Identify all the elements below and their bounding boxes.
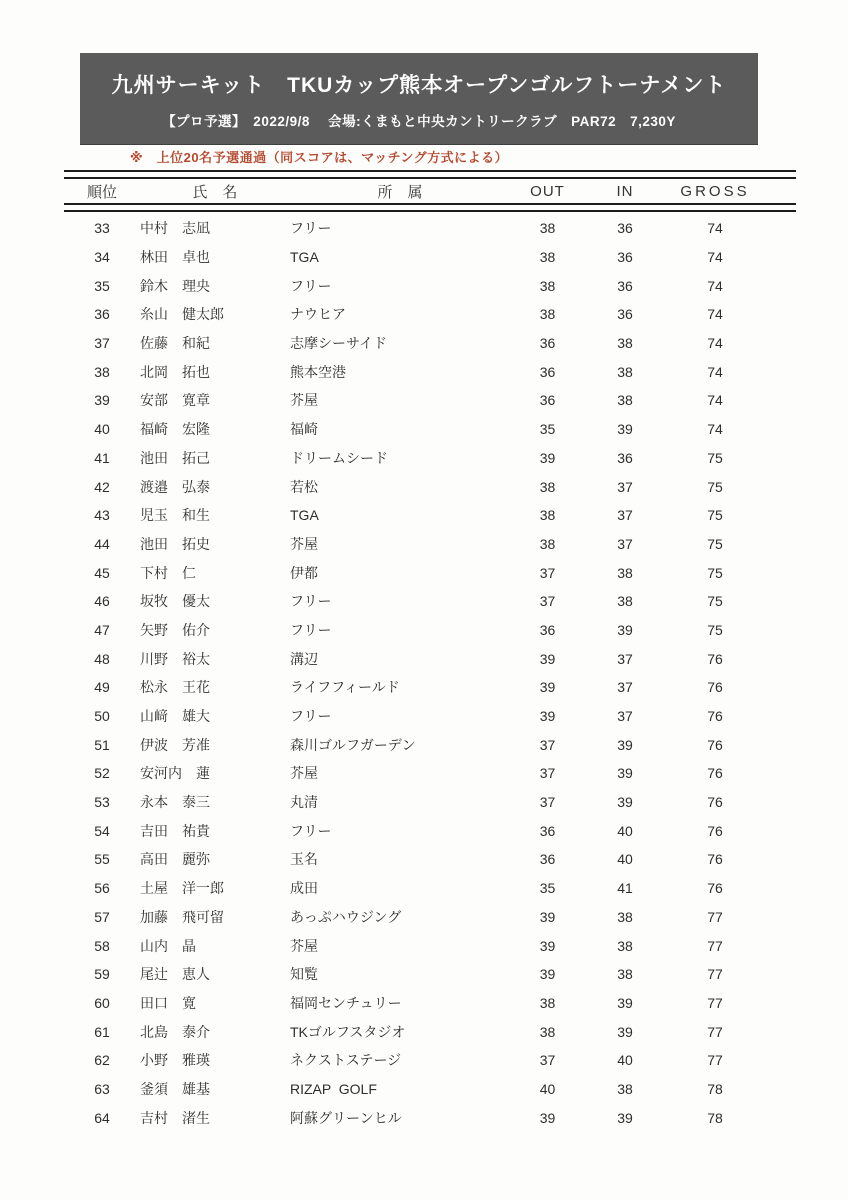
out-cell: 39 — [539, 650, 556, 667]
gross-cell: 76 — [707, 679, 723, 696]
out-cell: 39 — [539, 908, 556, 925]
name-cell: 吉村 渚生 — [140, 1109, 210, 1126]
name-cell: 安部 寛章 — [140, 392, 210, 409]
rank-cell: 33 — [94, 220, 110, 237]
club-cell: RIZAP GOLF — [290, 1080, 377, 1097]
table-row — [64, 587, 796, 616]
gross-cell: 77 — [707, 1052, 723, 1069]
name-cell: 下村 仁 — [140, 564, 196, 581]
table-row — [64, 874, 796, 903]
table-row — [64, 357, 796, 386]
gross-cell: 76 — [707, 736, 723, 753]
in-cell: 38 — [617, 1080, 633, 1097]
tournament-subtitle: 【プロ予選】 2022/9/8 会場:くまもと中央カントリークラブ PAR72 7,230Y — [162, 114, 676, 129]
out-cell: 35 — [539, 880, 556, 897]
table-row — [64, 845, 796, 874]
results-table — [64, 170, 796, 1132]
in-cell: 41 — [617, 880, 633, 897]
rank-cell: 50 — [94, 708, 110, 725]
name-cell: 佐藤 和紀 — [140, 335, 210, 352]
rank-cell: 61 — [94, 1023, 110, 1040]
table-row — [64, 673, 796, 702]
in-cell: 39 — [617, 765, 633, 782]
gross-cell: 74 — [707, 277, 723, 294]
club-cell: 丸清 — [290, 794, 318, 811]
table-row — [64, 415, 796, 444]
name-cell: 安河内 蓮 — [140, 765, 210, 782]
club-cell: 阿蘇グリーンヒル — [290, 1109, 402, 1126]
name-cell: 福崎 宏隆 — [140, 421, 210, 438]
table-row — [64, 788, 796, 817]
name-cell: 児玉 和生 — [140, 507, 210, 524]
gross-cell: 76 — [707, 650, 723, 667]
gross-cell: 77 — [707, 966, 723, 983]
table-header-bottom-rule — [64, 203, 796, 212]
club-cell: 森川ゴルフガーデン — [290, 736, 416, 753]
in-cell: 38 — [617, 966, 633, 983]
name-cell: 山内 晶 — [140, 937, 196, 954]
club-cell: 玉名 — [290, 851, 318, 868]
in-cell: 37 — [617, 478, 633, 495]
gross-cell: 74 — [707, 335, 723, 352]
table-row — [64, 214, 796, 243]
out-cell: 39 — [539, 708, 556, 725]
rank-cell: 46 — [94, 593, 110, 610]
title-band — [80, 53, 758, 144]
gross-cell: 75 — [707, 478, 723, 495]
table-row — [64, 444, 796, 473]
in-cell: 36 — [617, 449, 633, 466]
name-cell: 鈴木 理央 — [140, 277, 210, 294]
out-cell: 38 — [539, 994, 556, 1011]
table-row — [64, 903, 796, 932]
in-cell: 39 — [617, 794, 633, 811]
table-row — [64, 472, 796, 501]
table-row — [64, 1075, 796, 1104]
out-cell: 38 — [539, 220, 556, 237]
in-cell: 37 — [617, 708, 633, 725]
club-cell: TGA — [290, 249, 319, 266]
table-row — [64, 243, 796, 272]
table-row — [64, 1103, 796, 1132]
out-cell: 38 — [539, 507, 556, 524]
gross-cell: 76 — [707, 851, 723, 868]
club-cell: フリー — [290, 708, 332, 725]
in-cell: 37 — [617, 650, 633, 667]
name-cell: 釜須 雄基 — [140, 1080, 210, 1097]
club-cell: TGA — [290, 507, 319, 524]
table-row — [64, 960, 796, 989]
in-cell: 36 — [617, 306, 633, 323]
rank-cell: 53 — [94, 794, 110, 811]
name-cell: 尾辻 恵人 — [140, 966, 210, 983]
gross-cell: 76 — [707, 794, 723, 811]
club-cell: ネクストステージ — [290, 1052, 402, 1069]
in-cell: 38 — [617, 392, 633, 409]
club-cell: フリー — [290, 220, 332, 237]
gross-cell: 76 — [707, 822, 723, 839]
rank-cell: 45 — [94, 564, 110, 581]
table-row — [64, 616, 796, 645]
rank-cell: 43 — [94, 507, 110, 524]
column-header-gross: GROSS — [680, 182, 750, 200]
club-cell: フリー — [290, 593, 332, 610]
table-row — [64, 730, 796, 759]
out-cell: 35 — [539, 421, 556, 438]
club-cell: フリー — [290, 621, 332, 638]
out-cell: 37 — [539, 736, 556, 753]
rank-cell: 48 — [94, 650, 110, 667]
in-cell: 36 — [617, 249, 633, 266]
rank-cell: 57 — [94, 908, 110, 925]
rank-cell: 47 — [94, 621, 110, 638]
out-cell: 36 — [539, 392, 556, 409]
table-row — [64, 386, 796, 415]
club-cell: ナウヒア — [290, 306, 346, 323]
club-cell: 伊都 — [290, 564, 318, 581]
name-cell: 松永 王花 — [140, 679, 210, 696]
club-cell: フリー — [290, 822, 332, 839]
table-row — [64, 501, 796, 530]
gross-cell: 74 — [707, 392, 723, 409]
rank-cell: 56 — [94, 880, 110, 897]
column-header-club: 所 属 — [377, 183, 423, 201]
club-cell: 芥屋 — [290, 937, 318, 954]
out-cell: 40 — [539, 1080, 556, 1097]
rank-cell: 62 — [94, 1052, 110, 1069]
table-row — [64, 759, 796, 788]
out-cell: 39 — [539, 1109, 556, 1126]
name-cell: 池田 拓己 — [140, 449, 210, 466]
rank-cell: 41 — [94, 449, 110, 466]
rank-cell: 42 — [94, 478, 110, 495]
in-cell: 38 — [617, 908, 633, 925]
gross-cell: 76 — [707, 708, 723, 725]
out-cell: 39 — [539, 679, 556, 696]
name-cell: 土屋 洋一郎 — [140, 880, 224, 897]
club-cell: 芥屋 — [290, 535, 318, 552]
club-cell: 成田 — [290, 880, 318, 897]
gross-cell: 75 — [707, 564, 723, 581]
table-row — [64, 558, 796, 587]
name-cell: 矢野 佑介 — [140, 621, 210, 638]
in-cell: 39 — [617, 421, 633, 438]
gross-cell: 74 — [707, 421, 723, 438]
name-cell: 高田 麗弥 — [140, 851, 210, 868]
gross-cell: 75 — [707, 507, 723, 524]
club-cell: ライフフィールド — [290, 679, 400, 696]
in-cell: 39 — [617, 621, 633, 638]
table-row — [64, 816, 796, 845]
gross-cell: 77 — [707, 1023, 723, 1040]
table-row — [64, 1017, 796, 1046]
name-cell: 小野 雅瑛 — [140, 1052, 210, 1069]
table-body — [64, 212, 796, 1132]
club-cell: 熊本空港 — [290, 363, 346, 380]
rank-cell: 64 — [94, 1109, 110, 1126]
out-cell: 36 — [539, 621, 556, 638]
in-cell: 40 — [617, 1052, 633, 1069]
in-cell: 36 — [617, 277, 633, 294]
out-cell: 38 — [539, 535, 556, 552]
rank-cell: 55 — [94, 851, 110, 868]
club-cell: 溝辺 — [290, 650, 318, 667]
in-cell: 38 — [617, 937, 633, 954]
club-cell: 志摩シーサイド — [290, 335, 388, 352]
out-cell: 39 — [539, 449, 556, 466]
club-cell: フリー — [290, 277, 332, 294]
name-cell: 川野 裕太 — [140, 650, 210, 667]
rank-cell: 35 — [94, 277, 110, 294]
rank-cell: 51 — [94, 736, 110, 753]
rank-cell: 58 — [94, 937, 110, 954]
out-cell: 38 — [539, 1023, 556, 1040]
out-cell: 38 — [539, 306, 556, 323]
out-cell: 36 — [539, 335, 556, 352]
club-cell: 福岡センチュリー — [290, 994, 402, 1011]
gross-cell: 77 — [707, 994, 723, 1011]
gross-cell: 78 — [707, 1080, 723, 1097]
rank-cell: 54 — [94, 822, 110, 839]
out-cell: 36 — [539, 822, 556, 839]
out-cell: 37 — [539, 1052, 556, 1069]
gross-cell: 75 — [707, 621, 723, 638]
table-row — [64, 271, 796, 300]
gross-cell: 75 — [707, 535, 723, 552]
in-cell: 38 — [617, 335, 633, 352]
column-header-out: OUT — [530, 182, 565, 200]
gross-cell: 74 — [707, 220, 723, 237]
rank-cell: 60 — [94, 994, 110, 1011]
in-cell: 37 — [617, 535, 633, 552]
club-cell: ドリームシード — [290, 449, 388, 466]
table-row — [64, 644, 796, 673]
column-header-rank: 順位 — [86, 183, 117, 201]
name-cell: 吉田 祐貴 — [140, 822, 210, 839]
club-cell: 芥屋 — [290, 392, 318, 409]
table-row — [64, 931, 796, 960]
in-cell: 39 — [617, 1023, 633, 1040]
gross-cell: 76 — [707, 880, 723, 897]
out-cell: 37 — [539, 794, 556, 811]
name-cell: 中村 志凪 — [140, 220, 210, 237]
out-cell: 39 — [539, 937, 556, 954]
out-cell: 38 — [539, 277, 556, 294]
table-header-row — [64, 179, 796, 203]
in-cell: 39 — [617, 736, 633, 753]
in-cell: 37 — [617, 507, 633, 524]
tournament-title: 九州サーキット TKUカップ熊本オープンゴルフトーナメント — [111, 74, 727, 97]
table-row — [64, 702, 796, 731]
in-cell: 39 — [617, 1109, 633, 1126]
name-cell: 加藤 飛可留 — [140, 908, 224, 925]
table-row — [64, 329, 796, 358]
in-cell: 39 — [617, 994, 633, 1011]
name-cell: 林田 卓也 — [140, 249, 210, 266]
rank-cell: 59 — [94, 966, 110, 983]
out-cell: 37 — [539, 593, 556, 610]
rank-cell: 49 — [94, 679, 110, 696]
rank-cell: 37 — [94, 335, 110, 352]
name-cell: 北岡 拓也 — [140, 363, 210, 380]
out-cell: 37 — [539, 765, 556, 782]
in-cell: 40 — [617, 851, 633, 868]
out-cell: 36 — [539, 363, 556, 380]
name-cell: 坂牧 優太 — [140, 593, 210, 610]
out-cell: 36 — [539, 851, 556, 868]
in-cell: 37 — [617, 679, 633, 696]
rank-cell: 63 — [94, 1080, 110, 1097]
out-cell: 39 — [539, 966, 556, 983]
rank-cell: 36 — [94, 306, 110, 323]
in-cell: 38 — [617, 593, 633, 610]
in-cell: 36 — [617, 220, 633, 237]
table-row — [64, 989, 796, 1018]
name-cell: 伊波 芳准 — [140, 736, 210, 753]
table-row — [64, 300, 796, 329]
rank-cell: 40 — [94, 421, 110, 438]
table-row — [64, 530, 796, 559]
club-cell: 若松 — [290, 478, 318, 495]
name-cell: 渡邉 弘泰 — [140, 478, 210, 495]
name-cell: 糸山 健太郎 — [140, 306, 224, 323]
name-cell: 永本 泰三 — [140, 794, 210, 811]
in-cell: 38 — [617, 363, 633, 380]
column-header-in: IN — [616, 182, 634, 200]
rank-cell: 38 — [94, 363, 110, 380]
rank-cell: 52 — [94, 765, 110, 782]
column-header-name: 氏 名 — [192, 183, 238, 201]
gross-cell: 74 — [707, 363, 723, 380]
out-cell: 38 — [539, 249, 556, 266]
gross-cell: 75 — [707, 449, 723, 466]
gross-cell: 77 — [707, 908, 723, 925]
in-cell: 38 — [617, 564, 633, 581]
gross-cell: 75 — [707, 593, 723, 610]
name-cell: 池田 拓史 — [140, 535, 210, 552]
name-cell: 田口 寛 — [140, 994, 196, 1011]
rank-cell: 44 — [94, 535, 110, 552]
gross-cell: 77 — [707, 937, 723, 954]
club-cell: 知覧 — [290, 966, 318, 983]
name-cell: 山﨑 雄大 — [140, 708, 210, 725]
qualification-note: ※ 上位20名予選通過（同スコアは、マッチング方式による） — [130, 150, 509, 165]
out-cell: 37 — [539, 564, 556, 581]
gross-cell: 74 — [707, 306, 723, 323]
table-row — [64, 1046, 796, 1075]
gross-cell: 74 — [707, 249, 723, 266]
name-cell: 北島 泰介 — [140, 1023, 210, 1040]
out-cell: 38 — [539, 478, 556, 495]
rank-cell: 34 — [94, 249, 110, 266]
club-cell: あっぷハウジング — [290, 908, 402, 925]
club-cell: 福崎 — [290, 421, 318, 438]
gross-cell: 78 — [707, 1109, 723, 1126]
gross-cell: 76 — [707, 765, 723, 782]
in-cell: 40 — [617, 822, 633, 839]
table-top-rule — [64, 170, 796, 179]
club-cell: TKゴルフスタジオ — [290, 1023, 406, 1040]
club-cell: 芥屋 — [290, 765, 318, 782]
rank-cell: 39 — [94, 392, 110, 409]
